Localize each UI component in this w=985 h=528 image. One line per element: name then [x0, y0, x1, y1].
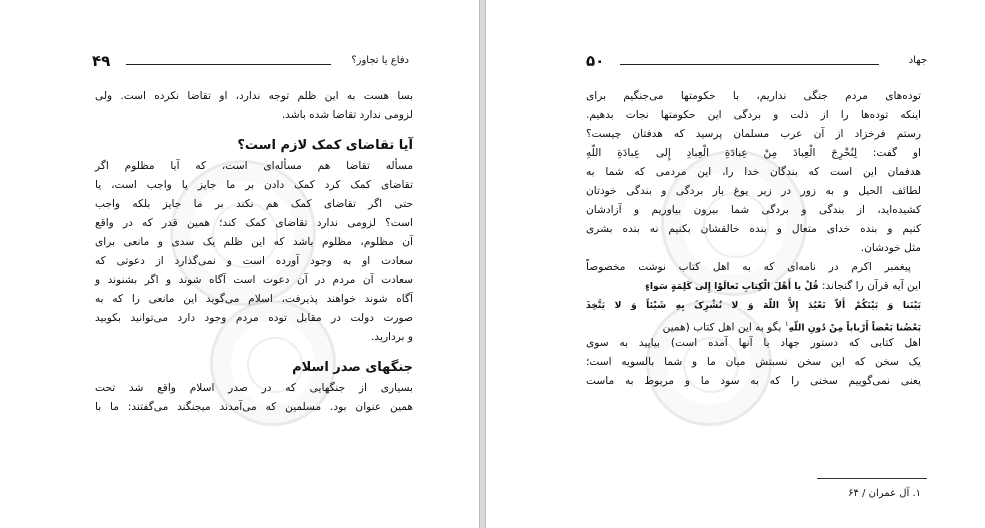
right-page	[485, 0, 985, 528]
text-line: یعنی نمی‌گوییم سخنی را که به سود ما و مربوط به ماست	[586, 375, 921, 387]
text-line: هدفمان این است که بندگان خدا را، این مردمی که شما به	[586, 166, 921, 178]
quote-translation: بگو به این اهل کتاب (همین	[662, 321, 785, 334]
page-header	[92, 52, 409, 72]
footnote-rule	[817, 478, 927, 479]
page-number: ۵۰	[586, 52, 605, 70]
section-heading: جنگهای صدر اسلام	[292, 360, 413, 375]
text-line: بسا هست به این ظلم توجه ندارد، او تقاضا نکرده است. ولی	[95, 90, 413, 102]
text-line: او گفت: لِنُخْرِجَ الْعِبادَ مِنْ عِبادَةِ الْعِبادِ إِلی عِبادَةِ اللّهِ	[586, 147, 921, 159]
page-header	[586, 52, 927, 72]
text-line: سعادت او به وجود آورده است و نمی‌گذارد از دعوتی که	[95, 255, 413, 267]
header-title: دفاع یا تجاوز؟	[351, 55, 409, 66]
header-rule	[620, 64, 879, 65]
text-line: رستم فرخزاد از آن عرب مسلمان پرسید که هدفتان چیست؟	[586, 128, 921, 140]
text-line: لزومی ندارد تقاضا شده باشد.	[281, 109, 413, 121]
text-line: پیغمبر اکرم در نامه‌ای که به اهل کتاب نوشت مخصوصاً	[586, 261, 911, 273]
quran-verse: بَعْضُنا بَعْضاً أَرْباباً مِنْ دُونِ اللّهِ	[788, 322, 921, 334]
quote-intro: این آیه قرآن را گنجاند:	[821, 280, 921, 292]
text-line: است؟ لزومی ندارد تقاضای کمک کند؛ همین قدر که در واقع	[95, 217, 413, 229]
quran-verse: قُلْ یا أَهْلَ الْکِتابِ تَعالَوْا إِلی کَلِمَةٍ سَواءٍ	[645, 281, 819, 292]
text-line: حتی اگر تقاضای کمک هم نکند بر ما جایز بلکه واجب	[95, 198, 413, 210]
page-number: ۴۹	[92, 52, 111, 70]
text-line: مسأله تقاضا هم مسأله‌ای است، که آیا مظلوم اگر	[95, 160, 413, 172]
page-body	[586, 87, 921, 391]
footnote-ref: ۱	[784, 320, 789, 328]
text-line: مثل خودشان.	[860, 242, 921, 254]
text-line: کشیده‌اید، از بندگی و بردگی شما بیرون بیاوریم و آزادشان	[586, 204, 921, 216]
section-heading: آیا تقاضای کمک لازم است؟	[237, 138, 413, 153]
text-line: یک سخن که این سخن نسبتش میان ما و شما بالسویه است؛	[586, 356, 921, 368]
text-line: سعادت آن مردم در آن دعوت است آگاه شوند و اگر بشنوند و	[95, 274, 413, 286]
text-line: اهل کتابی که دستور جهاد با آنها آمده است) بیایید به سوی	[586, 337, 921, 349]
header-rule	[126, 64, 331, 65]
header-title: جهاد	[908, 55, 927, 66]
text-line: لطائف الحیل و به زور در زیر یوغ بار بردگی و بندگی خودتان	[586, 185, 921, 197]
text-line: همین عنوان بود. مسلمین که می‌آمدند میجنگند می‌گفتند: ما با	[95, 401, 413, 413]
page-body	[95, 87, 413, 417]
text-line: اینکه توده‌ها را از ذلت و بردگی این حکومتها نجات بدهیم.	[586, 109, 921, 121]
text-line: توده‌های مردم جنگی نداریم، با حکومتها می‌جنگیم برای	[586, 90, 921, 102]
text-line: آن مظلوم، مظلوم باشد که این ظلم یک سدی و مانعی برای	[95, 236, 413, 248]
text-line: صورت دولت در مقابل توده مردم وجود دارد می‌توانید بکوبید	[95, 312, 413, 324]
text-line	[586, 315, 921, 334]
footnote: ۱. آل عمران / ۶۴	[848, 488, 921, 499]
text-line: و بردارید.	[371, 331, 413, 343]
text-line: کنیم و بنده خدای متعال و بنده خالقشان بکنیم نه بنده بشری	[586, 223, 921, 235]
text-line: بسیاری از جنگهایی که در صدر اسلام واقع شد تحت	[95, 382, 413, 394]
text-line: تقاضای کمک کرد کمک دادن بر ما جایز یا واجب است، یا	[95, 179, 413, 191]
text-line: آگاه شوند خواهند پذیرفت، اسلام می‌گوید این مانعی را که به	[95, 293, 413, 305]
quran-verse: بَیْنَنا وَ بَیْنَکُمْ أَلاّ نَعْبُدَ إِلاَّ اللّهَ وَ لا نُشْرِکَ بِهِ شَیْئاً وَ لا یَتَّخِذَ	[586, 300, 921, 311]
text-line	[586, 277, 921, 296]
left-page	[0, 0, 480, 528]
